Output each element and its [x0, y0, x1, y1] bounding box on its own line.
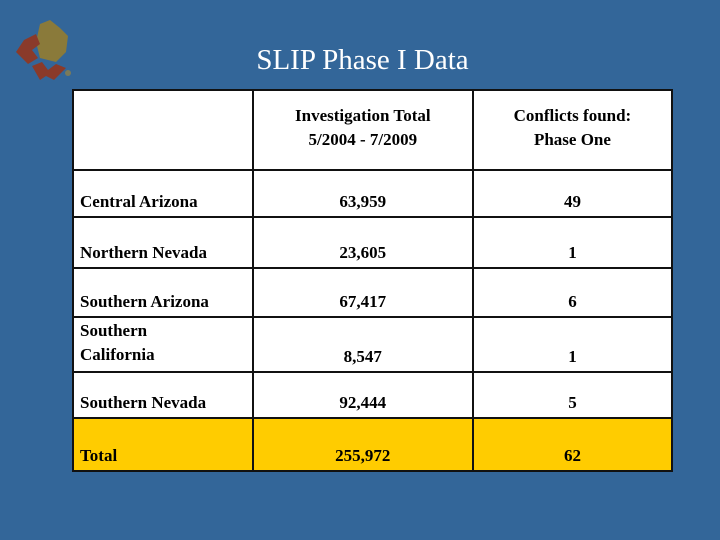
conflicts-cell: 1 [473, 317, 672, 372]
conflicts-cell: 6 [473, 268, 672, 317]
investigations-cell: 67,417 [253, 268, 473, 317]
conflicts-cell: 5 [473, 372, 672, 418]
slide-title: SLIP Phase I Data [256, 44, 469, 76]
header-row [73, 90, 672, 170]
region-cell: Southern California [73, 317, 253, 372]
table-row [73, 268, 672, 317]
total-row [73, 418, 672, 471]
table-row [73, 317, 672, 372]
table-row [73, 170, 672, 217]
total-conflicts: 62 [473, 418, 672, 471]
table-row [73, 217, 672, 268]
conflicts-cell: 1 [473, 217, 672, 268]
total-label: Total [73, 418, 253, 471]
header-conflicts-found: Conflicts found: Phase One [473, 90, 672, 170]
investigations-cell: 92,444 [253, 372, 473, 418]
conflicts-cell: 49 [473, 170, 672, 217]
investigations-cell: 63,959 [253, 170, 473, 217]
investigations-cell: 8,547 [253, 317, 473, 372]
region-cell: Southern Arizona [73, 268, 253, 317]
region-cell: Central Arizona [73, 170, 253, 217]
header-empty [73, 90, 253, 170]
header-investigation-total: Investigation Total 5/2004 - 7/2009 [253, 90, 473, 170]
region-cell: Southern Nevada [73, 372, 253, 418]
investigations-cell: 23,605 [253, 217, 473, 268]
table-row [73, 372, 672, 418]
region-cell: Northern Nevada [73, 217, 253, 268]
total-investigations: 255,972 [253, 418, 473, 471]
data-table [72, 89, 673, 472]
